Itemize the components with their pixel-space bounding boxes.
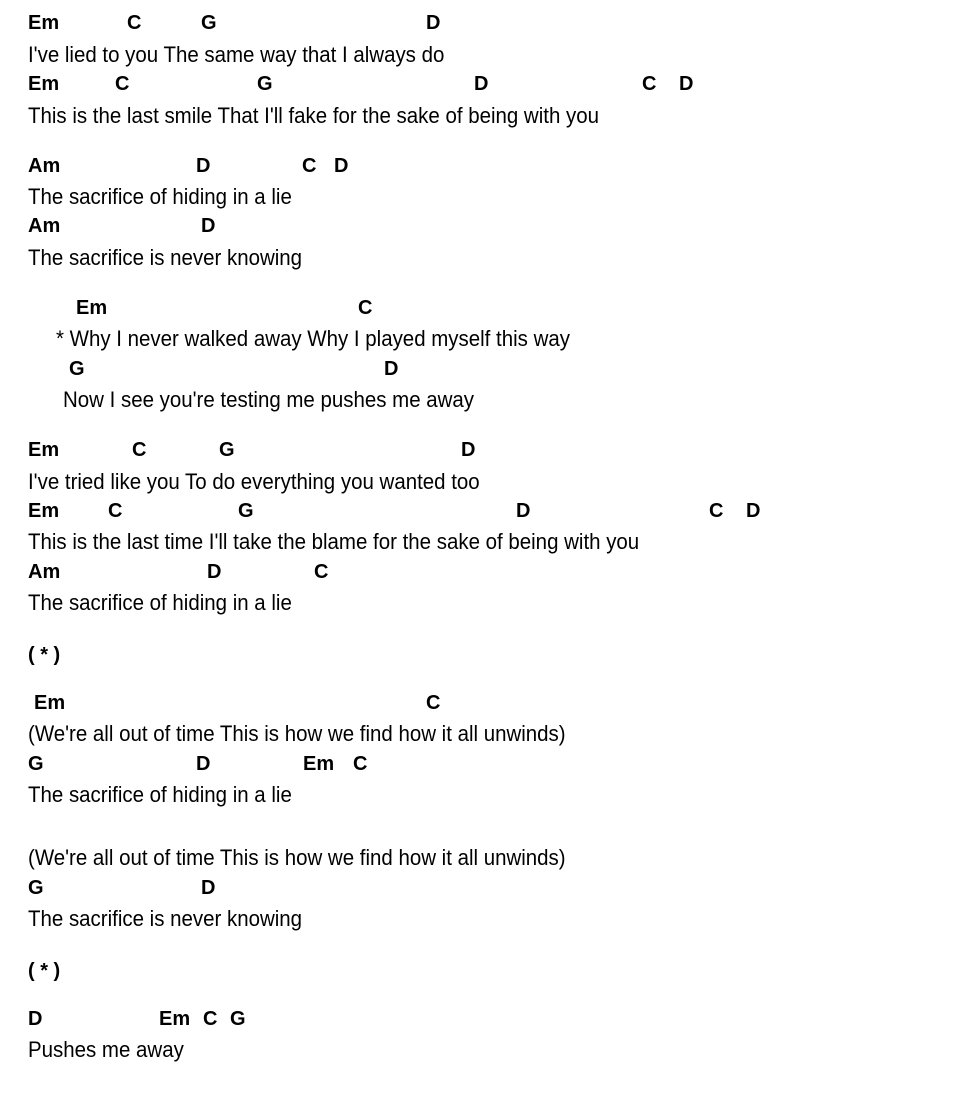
chord: D: [746, 500, 761, 522]
chord-line: [0, 357, 940, 381]
chord: G: [219, 439, 235, 461]
chord: C: [426, 692, 441, 714]
lyric-line: The sacrifice of hiding in a lie: [28, 590, 292, 615]
chord: D: [201, 215, 216, 237]
lyric-line: The sacrifice is never knowing: [28, 906, 303, 931]
chord: D: [474, 73, 489, 95]
chord: G: [257, 73, 273, 95]
chord-line: [0, 876, 940, 900]
lyric-line: (We're all out of time This is how we find how it all unwinds): [28, 845, 566, 870]
chord: Am: [28, 155, 61, 177]
chord: C: [709, 500, 724, 522]
lyric-line: * Why I never walked away Why I played myself this way: [56, 326, 570, 351]
chord: C: [203, 1008, 218, 1030]
chord: Am: [28, 215, 61, 237]
lyric-line: This is the last time I'll take the blame for the sake of being with you: [28, 529, 640, 554]
chord-line: [0, 560, 940, 584]
chord: D: [196, 753, 211, 775]
chord: C: [642, 73, 657, 95]
chord: Em: [28, 12, 60, 34]
chord: Em: [303, 753, 335, 775]
chord: C: [132, 439, 147, 461]
chord: Em: [34, 692, 66, 714]
chord: Em: [28, 439, 60, 461]
chorus-marker: ( * ): [28, 960, 61, 982]
chord: G: [28, 877, 44, 899]
chord: D: [334, 155, 349, 177]
chord: G: [69, 358, 85, 380]
chord: D: [426, 12, 441, 34]
chord-line: [0, 499, 940, 523]
chord-line: [0, 691, 940, 715]
chord: C: [358, 297, 373, 319]
chorus-marker: ( * ): [28, 644, 61, 666]
chord-line: [0, 214, 940, 238]
lyric-line: This is the last smile That I'll fake for the sake of being with you: [28, 103, 600, 128]
chord-line: [0, 1007, 940, 1031]
chord: D: [196, 155, 211, 177]
chord: C: [108, 500, 123, 522]
chord: Em: [159, 1008, 191, 1030]
chord: C: [115, 73, 130, 95]
chord: G: [201, 12, 217, 34]
chord: D: [28, 1008, 43, 1030]
chord-line: [0, 72, 940, 96]
chord: Am: [28, 561, 61, 583]
chord: G: [230, 1008, 246, 1030]
chord-line: [0, 11, 940, 35]
chord-line: [0, 752, 940, 776]
chord: G: [238, 500, 254, 522]
chord: G: [28, 753, 44, 775]
chord: C: [314, 561, 329, 583]
chord: D: [201, 877, 216, 899]
chord: C: [302, 155, 317, 177]
lyric-line: The sacrifice is never knowing: [28, 245, 303, 270]
lyric-line: Pushes me away: [28, 1037, 184, 1062]
chord: Em: [28, 73, 60, 95]
chord: D: [207, 561, 222, 583]
chord: D: [516, 500, 531, 522]
chord: D: [384, 358, 399, 380]
lyric-line: I've lied to you The same way that I always do: [28, 42, 445, 67]
lyric-line: Now I see you're testing me pushes me away: [63, 387, 475, 412]
chord: D: [461, 439, 476, 461]
lyric-line: (We're all out of time This is how we find how it all unwinds): [28, 721, 566, 746]
chord-line: [0, 154, 940, 178]
chord-line: [0, 438, 940, 462]
chord: Em: [28, 500, 60, 522]
chord: C: [353, 753, 368, 775]
lyric-line: I've tried like you To do everything you wanted too: [28, 469, 480, 494]
chord: D: [679, 73, 694, 95]
chord: Em: [76, 297, 108, 319]
lyric-line: The sacrifice of hiding in a lie: [28, 184, 292, 209]
chord: C: [127, 12, 142, 34]
lyric-line: The sacrifice of hiding in a lie: [28, 782, 292, 807]
chord-line: [0, 296, 940, 320]
